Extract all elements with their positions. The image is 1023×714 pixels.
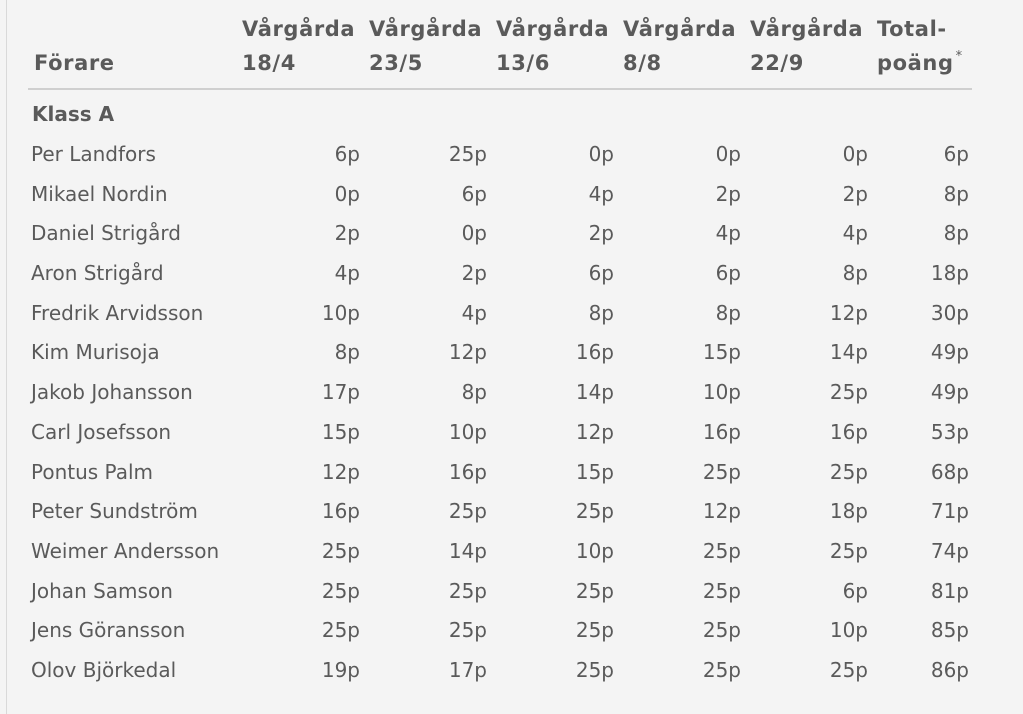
- race-points-4: 12p: [702, 499, 741, 524]
- race-points-4: 16p: [702, 419, 741, 444]
- race-points-3: 12p: [575, 419, 614, 444]
- driver-name: Olov Björkedal: [31, 657, 177, 682]
- race-points-2: 8p: [461, 380, 487, 405]
- race-points-5: 25p: [829, 657, 868, 682]
- race-points-3: 8p: [588, 300, 614, 325]
- race-points-5: 25p: [829, 538, 868, 563]
- race-date-label: 18/4: [242, 51, 296, 75]
- driver-name: Carl Josefsson: [31, 419, 172, 444]
- race-date-label: 22/9: [750, 51, 804, 75]
- table-row: [28, 412, 972, 452]
- race-points-1: 10p: [321, 300, 360, 325]
- race-points-2: 14p: [448, 538, 487, 563]
- race-points-1: 17p: [321, 380, 360, 405]
- race-points-4: 8p: [715, 300, 741, 325]
- footnote-marker: *: [955, 49, 963, 64]
- race-points-2: 10p: [448, 419, 487, 444]
- total-points: 49p: [930, 340, 969, 365]
- race-points-3: 25p: [575, 657, 614, 682]
- race-points-5: 10p: [829, 618, 868, 643]
- driver-name: Johan Samson: [31, 578, 173, 603]
- race-points-3: 0p: [588, 142, 614, 166]
- column-header-race-4: [617, 12, 744, 89]
- total-points: 30p: [930, 300, 969, 325]
- race-points-4: 6p: [715, 261, 741, 286]
- race-points-1: 25p: [321, 538, 360, 563]
- race-venue-label: Vårgårda: [750, 17, 864, 41]
- race-points-4: 25p: [702, 538, 741, 563]
- table-row: [28, 213, 972, 253]
- driver-name: Aron Strigård: [31, 261, 164, 286]
- table-header: [28, 12, 972, 89]
- total-points: 68p: [930, 459, 969, 484]
- total-points: 8p: [943, 221, 969, 246]
- standings-table: [28, 12, 972, 690]
- race-points-1: 16p: [321, 499, 360, 524]
- race-date-label: 13/6: [496, 51, 550, 75]
- race-points-5: 12p: [829, 300, 868, 325]
- race-points-2: 17p: [448, 657, 487, 682]
- total-points: 74p: [930, 538, 969, 563]
- race-points-4: 0p: [715, 142, 741, 166]
- driver-name: Pontus Palm: [31, 459, 154, 484]
- race-points-1: 15p: [321, 419, 360, 444]
- table-row: [28, 293, 972, 333]
- race-points-1: 6p: [334, 142, 360, 166]
- race-points-5: 0p: [842, 142, 868, 166]
- race-points-5: 16p: [829, 419, 868, 444]
- table-row: [28, 452, 972, 492]
- column-header-race-2: [363, 12, 490, 89]
- driver-name: Jakob Johansson: [31, 380, 193, 405]
- table-row: [28, 134, 972, 174]
- race-points-5: 8p: [842, 261, 868, 286]
- race-points-3: 16p: [575, 340, 614, 365]
- column-header-driver: [28, 12, 236, 89]
- column-header-race-5: [744, 12, 871, 89]
- race-points-5: 18p: [829, 499, 868, 524]
- race-points-1: 19p: [321, 657, 360, 682]
- total-points: 53p: [930, 419, 969, 444]
- race-points-3: 14p: [575, 380, 614, 405]
- driver-name: Daniel Strigård: [31, 221, 181, 246]
- total-points: 81p: [930, 578, 969, 603]
- total-points: 49p: [930, 380, 969, 405]
- race-points-5: 4p: [842, 221, 868, 246]
- race-points-2: 16p: [448, 459, 487, 484]
- total-points: 6p: [943, 142, 969, 166]
- table-row: [28, 491, 972, 531]
- race-points-2: 4p: [461, 300, 487, 325]
- driver-name: Jens Göransson: [31, 618, 186, 643]
- race-venue-label: Vårgårda: [369, 17, 483, 41]
- race-points-2: 25p: [448, 142, 487, 166]
- column-header-race-3: [490, 12, 617, 89]
- race-points-2: 12p: [448, 340, 487, 365]
- race-points-4: 2p: [715, 181, 741, 206]
- table-row: [28, 650, 972, 690]
- total-label-line1: Total-: [877, 17, 947, 41]
- driver-name: Weimer Andersson: [31, 538, 220, 563]
- race-points-3: 10p: [575, 538, 614, 563]
- race-points-5: 25p: [829, 380, 868, 405]
- race-points-2: 25p: [448, 578, 487, 603]
- total-points: 86p: [930, 657, 969, 682]
- total-points: 18p: [930, 261, 969, 286]
- race-points-4: 25p: [702, 657, 741, 682]
- race-points-4: 25p: [702, 459, 741, 484]
- table-row: [28, 531, 972, 571]
- race-points-3: 25p: [575, 618, 614, 643]
- race-points-2: 0p: [461, 221, 487, 246]
- table-row: [28, 253, 972, 293]
- header-row: [28, 12, 972, 89]
- total-label-text: poäng: [877, 51, 954, 75]
- race-points-5: 2p: [842, 181, 868, 206]
- race-points-3: 4p: [588, 181, 614, 206]
- race-date-label: 8/8: [623, 51, 662, 75]
- race-venue-label: Vårgårda: [496, 17, 610, 41]
- total-label-line2: [877, 46, 972, 80]
- race-venue-label: Vårgårda: [623, 17, 737, 41]
- race-points-2: 6p: [461, 181, 487, 206]
- table-row: [28, 372, 972, 412]
- driver-name: Kim Murisoja: [31, 340, 160, 365]
- column-header-race-1: [236, 12, 363, 89]
- race-points-1: 0p: [334, 181, 360, 206]
- total-points: 85p: [930, 618, 969, 643]
- class-heading: Klass A: [32, 102, 115, 126]
- race-points-4: 10p: [702, 380, 741, 405]
- column-header-driver-label: Förare: [34, 51, 115, 75]
- race-date-label: 23/5: [369, 51, 423, 75]
- race-points-4: 15p: [702, 340, 741, 365]
- table-row: [28, 610, 972, 650]
- race-points-1: 12p: [321, 459, 360, 484]
- race-points-2: 25p: [448, 499, 487, 524]
- race-points-3: 25p: [575, 578, 614, 603]
- race-points-4: 4p: [715, 221, 741, 246]
- total-points: 8p: [943, 181, 969, 206]
- race-points-2: 2p: [461, 261, 487, 286]
- table-body: [28, 89, 972, 690]
- race-points-3: 2p: [588, 221, 614, 246]
- race-points-4: 25p: [702, 618, 741, 643]
- race-points-1: 4p: [334, 261, 360, 286]
- column-header-total: [871, 12, 972, 89]
- race-points-1: 2p: [334, 221, 360, 246]
- driver-name: Mikael Nordin: [31, 181, 168, 206]
- race-points-3: 15p: [575, 459, 614, 484]
- race-points-4: 25p: [702, 578, 741, 603]
- race-points-1: 25p: [321, 618, 360, 643]
- race-points-3: 6p: [588, 261, 614, 286]
- race-points-1: 25p: [321, 578, 360, 603]
- race-points-5: 6p: [842, 578, 868, 603]
- page-left-border: [6, 0, 7, 714]
- total-points: 71p: [930, 499, 969, 524]
- race-points-5: 25p: [829, 459, 868, 484]
- class-heading-row: [28, 89, 972, 134]
- race-points-5: 14p: [829, 340, 868, 365]
- table-row: [28, 174, 972, 214]
- race-points-3: 25p: [575, 499, 614, 524]
- driver-name: Peter Sundström: [31, 499, 198, 524]
- race-points-1: 8p: [334, 340, 360, 365]
- driver-name: Fredrik Arvidsson: [31, 300, 204, 325]
- race-points-2: 25p: [448, 618, 487, 643]
- table-row: [28, 332, 972, 372]
- table-row: [28, 571, 972, 611]
- race-venue-label: Vårgårda: [242, 17, 356, 41]
- driver-name: Per Landfors: [31, 142, 156, 166]
